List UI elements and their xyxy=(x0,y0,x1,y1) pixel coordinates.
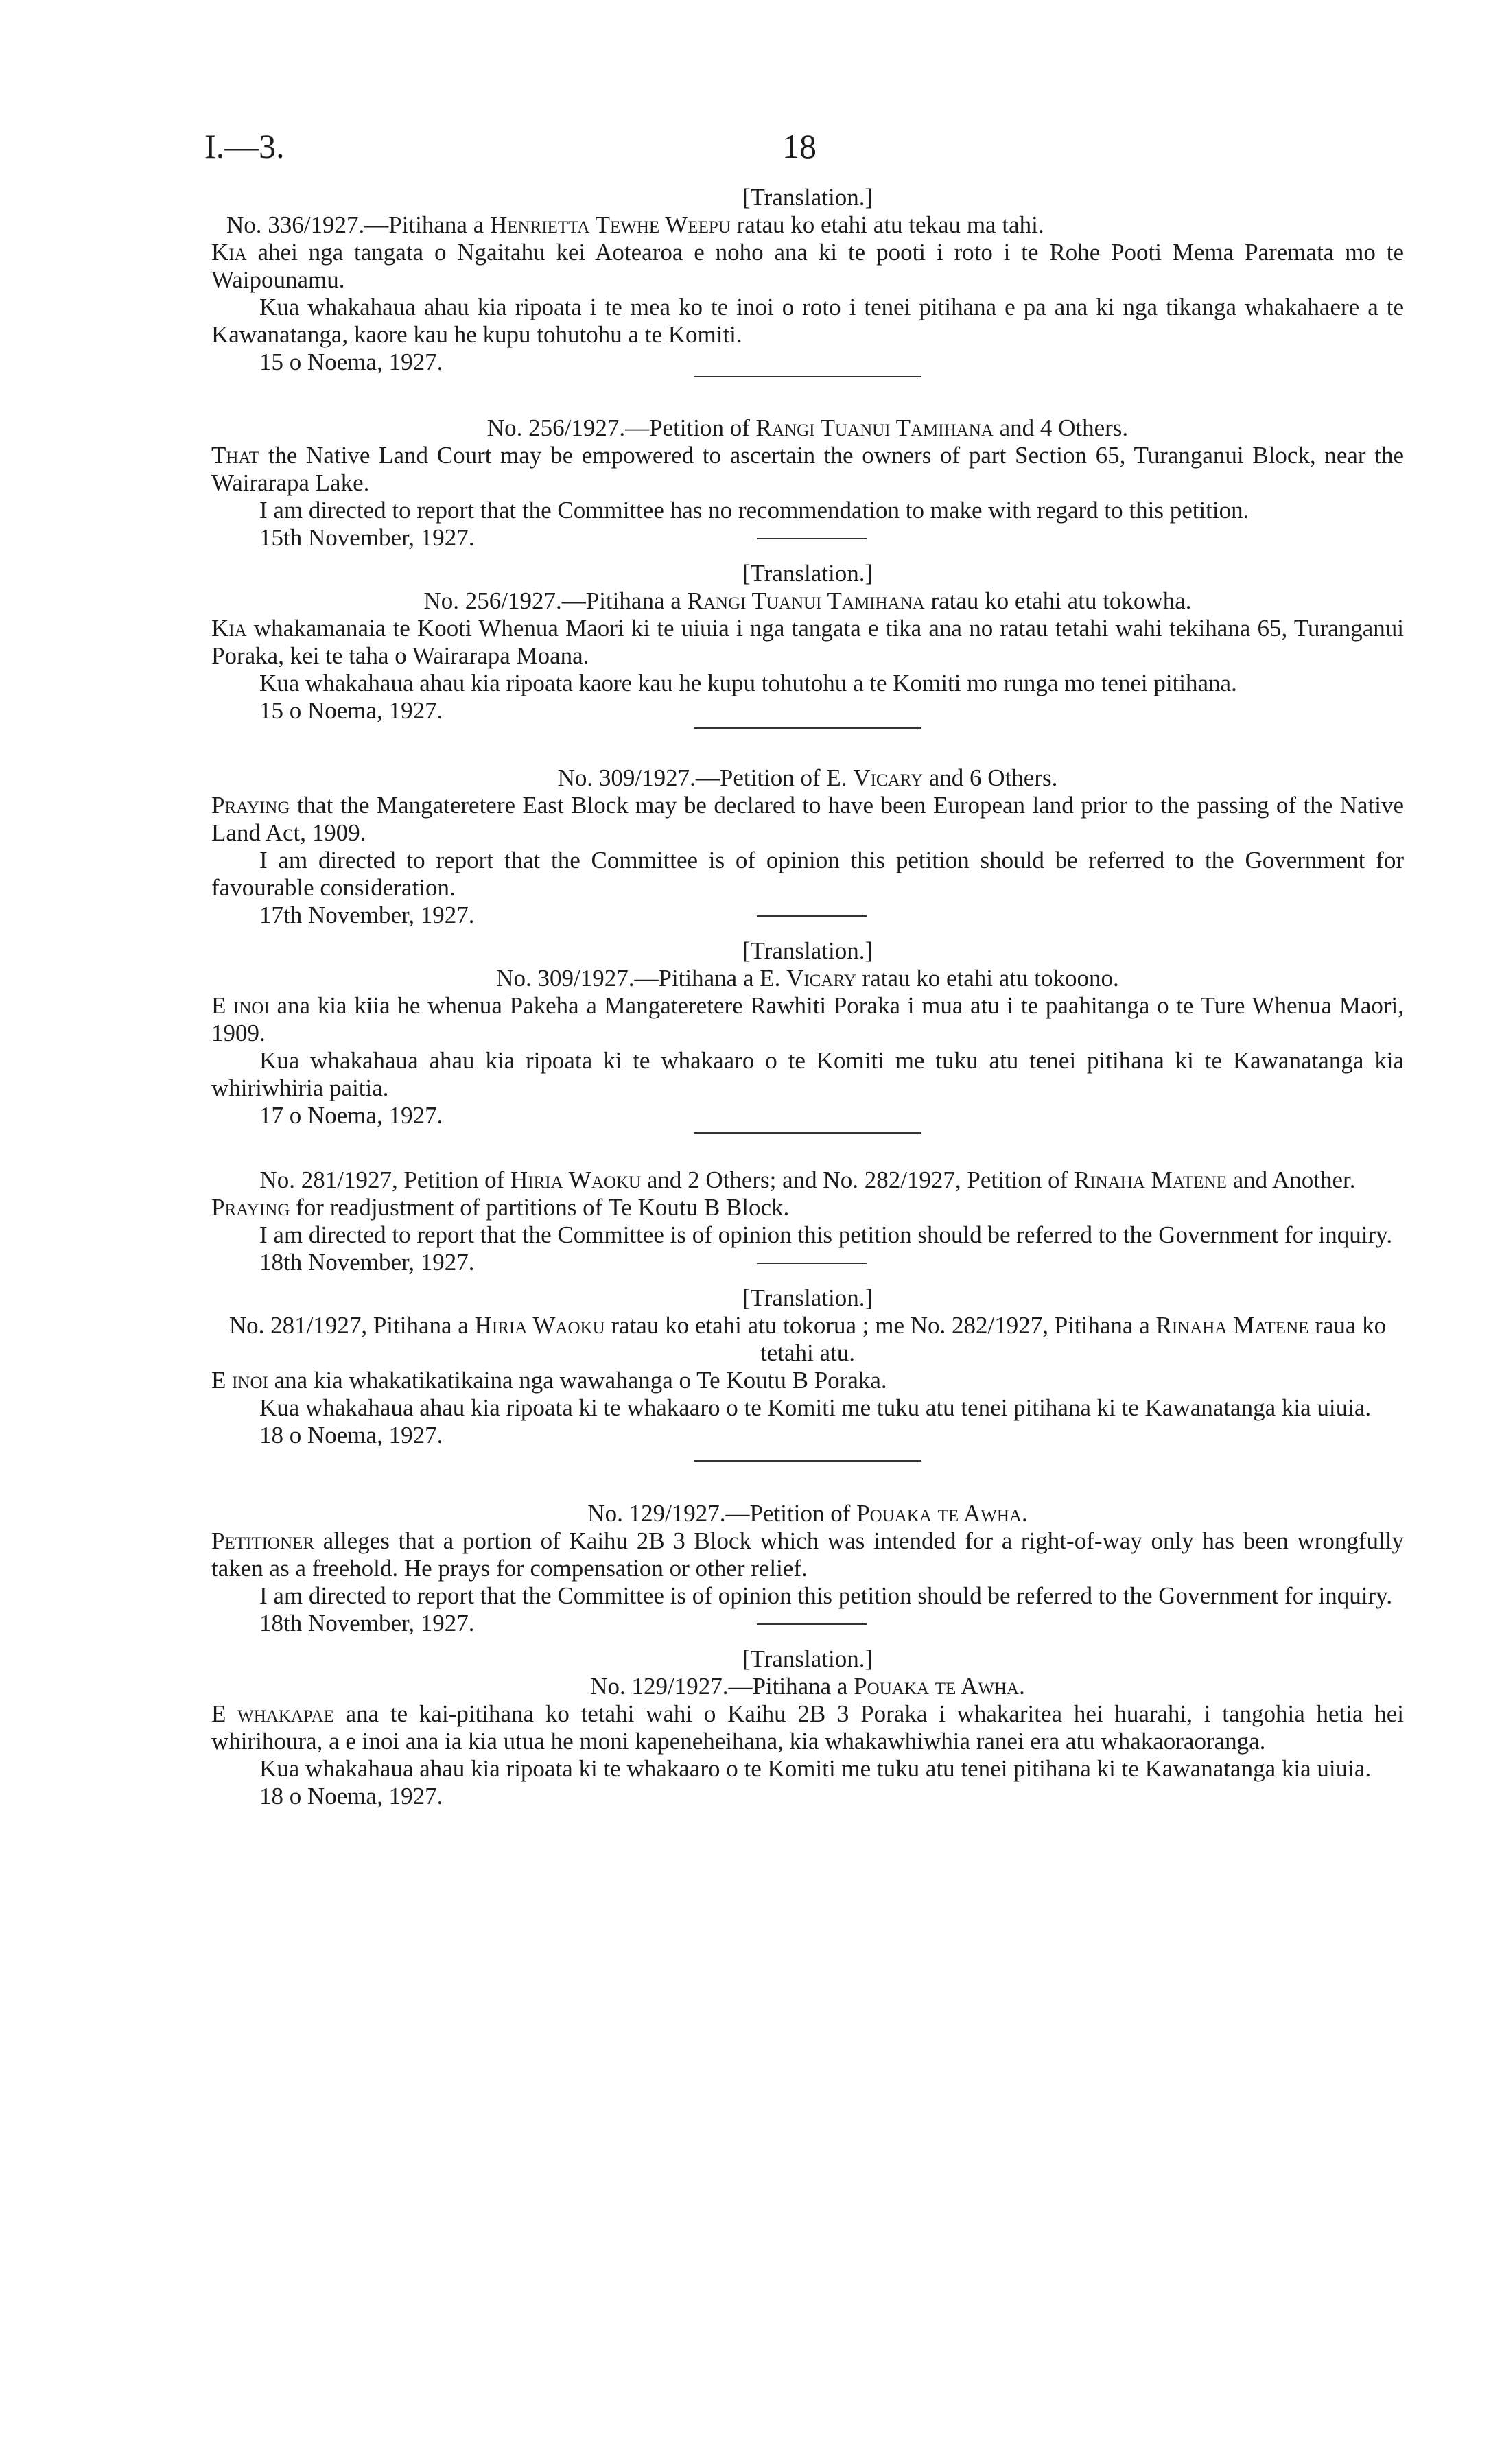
petition-prayer: Petitioner alleges that a portion of Kaihu 2B 3 Block which was intended for a right-of-way only has been wrongfully taken as a freehold. He prays for compensation or other relief. xyxy=(211,1527,1405,1582)
petitioner-name: Rangi Tuanui Tamihana xyxy=(687,587,925,614)
petition-prayer: E inoi ana kia kiia he whenua Pakeha a Mangateretere Rawhiti Poraka i mua atu i te paahitanga o te Ture Whenua Maori, 1909. xyxy=(211,992,1405,1046)
petition-heading: No. 309/1927.—Petition of E. Vicary and 6 Others. xyxy=(557,764,1058,791)
committee-report: Kua whakahaua ahau kia ripoata ki te whakaaro o te Komiti me tuku atu tenei pitihana ki te Kawanatanga kia uiuia. xyxy=(259,1755,1372,1782)
report-date: 17 o Noema, 1927. xyxy=(259,1102,443,1129)
petition-heading: No. 336/1927.—Pitihana a Henrietta Tewhe Weepu ratau ko etahi atu tekau ma tahi. xyxy=(226,211,1044,238)
petitioner-name: Rangi Tuanui Tamihana xyxy=(755,414,994,441)
section-divider xyxy=(694,376,921,377)
report-date: 18 o Noema, 1927. xyxy=(259,1783,443,1809)
report-date: 15 o Noema, 1927. xyxy=(259,349,443,375)
petitioner-name: Henrietta Tewhe Weepu xyxy=(490,211,731,238)
report-date: 17th November, 1927. xyxy=(259,902,475,928)
petitioner-name-2: Rinaha Matene xyxy=(1073,1166,1227,1193)
committee-report: I am directed to report that the Committee is of opinion this petition should be referred to the Government for inquiry. xyxy=(259,1582,1393,1609)
committee-report: Kua whakahaua ahau kia ripoata i te mea ko te inoi o roto i tenei pitihana e pa ana ki nga tikanga whakahaere a te Kawanatanga, kaore kau he kupu tohutohu a te Komiti. xyxy=(211,294,1404,348)
report-date: 18th November, 1927. xyxy=(259,1610,475,1636)
committee-report: Kua whakahaua ahau kia ripoata kaore kau he kupu tohutohu a te Komiti mo runga mo tenei pitihana. xyxy=(259,670,1237,696)
petition-prayer: E whakapae ana te kai-pitihana ko tetahi wahi o Kaihu 2B 3 Poraka i whakaritea hei huarahi, i tangohia hetia hei whirihoura, a e inoi ana ia kia utua he moni kapeneheihana, kia whakawhiwhia ranei era atu whakaoraoranga. xyxy=(211,1700,1404,1755)
section-divider xyxy=(694,1460,921,1462)
report-date: 18 o Noema, 1927. xyxy=(259,1422,443,1448)
petitioner-name: Vicary xyxy=(786,965,856,992)
petitioner-name-2: Rinaha Matene xyxy=(1155,1312,1309,1339)
petition-prayer: E inoi ana kia whakatikatikaina nga wawahanga o Te Koutu B Poraka. xyxy=(211,1367,887,1394)
section-divider xyxy=(694,727,921,729)
petition-prayer: Kia ahei nga tangata o Ngaitahu kei Aotearoa e noho ana ki te pooti i roto i te Rohe Pooti Mema Paremata mo te Waipounamu. xyxy=(211,239,1405,293)
short-divider xyxy=(757,915,867,917)
petition-heading: No. 256/1927.—Petition of Rangi Tuanui Tamihana and 4 Others. xyxy=(486,414,1129,441)
petition-heading: No. 129/1927.—Petition of Pouaka te Awha. xyxy=(587,1500,1028,1527)
translation-label: [Translation.] xyxy=(742,560,873,587)
petition-prayer: Kia whakamanaia te Kooti Whenua Maori ki te uiuia i nga tangata e tika ana no ratau tetahi wahi tekihana 65, Turanganui Poraka, kei te taha o Wairarapa Moana. xyxy=(211,615,1404,669)
committee-report: I am directed to report that the Committee has no recommendation to make with regard to this petition. xyxy=(259,497,1249,524)
petition-heading: No. 281/1927, Petition of Hiria Waoku and 2 Others; and No. 282/1927, Petition of Rinaha Matene and Another. xyxy=(259,1166,1356,1193)
petition-heading: No. 309/1927.—Pitihana a E. Vicary ratau ko etahi atu tokoono. xyxy=(496,965,1119,992)
petition-heading: No. 256/1927.—Pitihana a Rangi Tuanui Tamihana ratau ko etahi atu tokowha. xyxy=(423,587,1192,614)
committee-report: I am directed to report that the Committee is of opinion this petition should be referred to the Government for inquiry. xyxy=(259,1221,1393,1248)
page-header xyxy=(204,122,1404,170)
short-divider xyxy=(757,1263,867,1264)
translation-label: [Translation.] xyxy=(742,184,873,211)
petition-prayer: Praying that the Mangateretere East Block may be declared to have been European land prior to the passing of the Native Land Act, 1909. xyxy=(211,792,1404,846)
report-date: 15 o Noema, 1927. xyxy=(259,697,443,724)
petitioner-name: Hiria Waoku xyxy=(510,1166,642,1193)
petitioner-name: Hiria Waoku xyxy=(474,1312,605,1339)
petition-prayer: That the Native Land Court may be empowered to ascertain the owners of part Section 65, Turanganui Block, near the Wairarapa Lake. xyxy=(211,442,1405,496)
document-reference: I.—3. xyxy=(204,127,285,165)
page-body xyxy=(211,184,1404,1810)
committee-report: Kua whakahaua ahau kia ripoata ki te whakaaro o te Komiti me tuku atu tenei pitihana ki te Kawanatanga kia whiriwhiria paitia. xyxy=(211,1047,1404,1101)
petition-prayer: Praying for readjustment of partitions of Te Koutu B Block. xyxy=(211,1194,790,1221)
page-number: 18 xyxy=(782,127,817,165)
committee-report: Kua whakahaua ahau kia ripoata ki te whakaaro o te Komiti me tuku atu tenei pitihana ki te Kawanatanga kia uiuia. xyxy=(259,1394,1372,1421)
petitioner-name: Pouaka te Awha xyxy=(856,1500,1022,1527)
petition-heading: No. 281/1927, Pitihana a Hiria Waoku ratau ko etahi atu tokorua ; me No. 282/1927, Pitihana a Rinaha Matene raua ko tetahi atu. xyxy=(228,1312,1387,1366)
petition-heading: No. 129/1927.—Pitihana a Pouaka te Awha. xyxy=(590,1673,1025,1700)
report-date: 18th November, 1927. xyxy=(259,1249,475,1276)
committee-report: I am directed to report that the Committee is of opinion this petition should be referred to the Government for favourable consideration. xyxy=(211,847,1404,901)
petitioner-name: Pouaka te Awha xyxy=(854,1673,1020,1700)
translation-label: [Translation.] xyxy=(742,1645,873,1672)
section-divider xyxy=(694,1132,921,1134)
report-date: 15th November, 1927. xyxy=(259,524,475,551)
translation-label: [Translation.] xyxy=(742,937,873,964)
short-divider xyxy=(757,538,867,539)
short-divider xyxy=(757,1623,867,1625)
translation-label: [Translation.] xyxy=(742,1284,873,1311)
petitioner-name: Vicary xyxy=(853,764,923,791)
